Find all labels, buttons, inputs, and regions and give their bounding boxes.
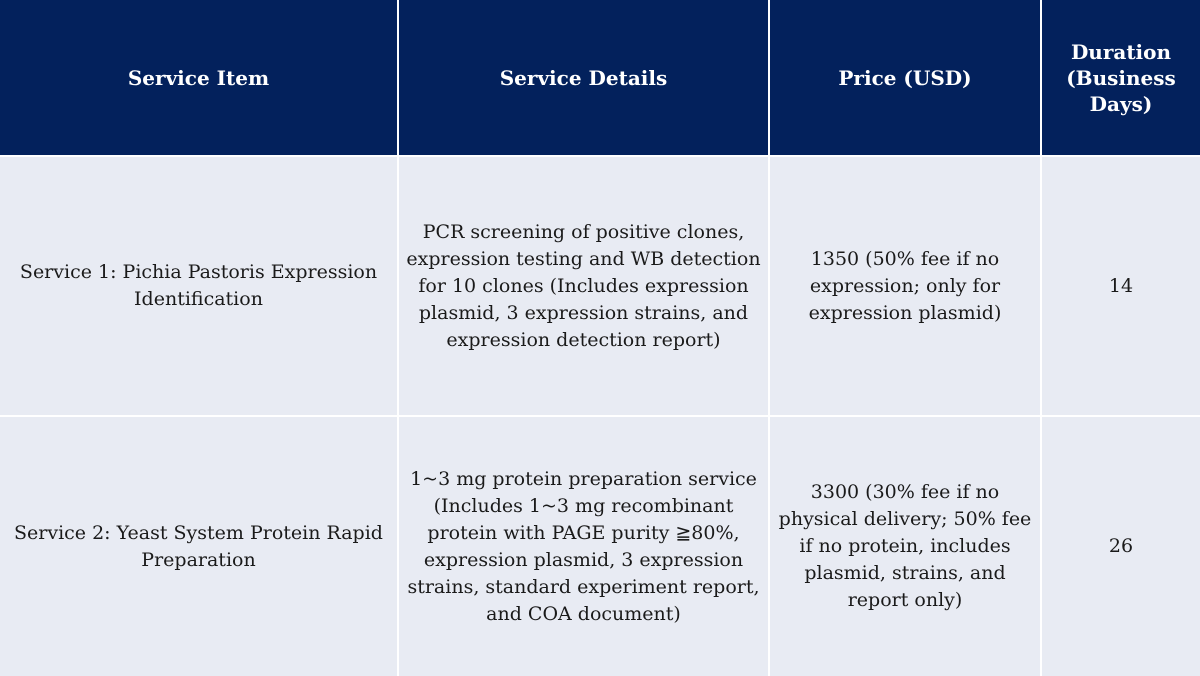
- cell-price: 3300 (30% fee if no physical delivery; 50% fee if no protein, includes plasmid, strains, and report only): [769, 416, 1041, 676]
- cell-duration: 14: [1041, 156, 1200, 416]
- header-service-details: Service Details: [398, 0, 769, 156]
- header-duration: Duration (Business Days): [1041, 0, 1200, 156]
- header-row: [0, 0, 1200, 156]
- table-row: [0, 156, 1200, 416]
- cell-service-item: Service 1: Pichia Pastoris Expression Identification: [0, 156, 398, 416]
- cell-service-item: Service 2: Yeast System Protein Rapid Preparation: [0, 416, 398, 676]
- table-row: [0, 416, 1200, 676]
- cell-service-details: PCR screening of positive clones, expression testing and WB detection for 10 clones (Includes expression plasmid, 3 expression strains, and expression detection report): [398, 156, 769, 416]
- cell-duration: 26: [1041, 416, 1200, 676]
- header-price: Price (USD): [769, 0, 1041, 156]
- cell-service-details: 1~3 mg protein preparation service (Includes 1~3 mg recombinant protein with PAGE purity ≧80%, expression plasmid, 3 expression strains, standard experiment report, and COA document): [398, 416, 769, 676]
- cell-price: 1350 (50% fee if no expression; only for expression plasmid): [769, 156, 1041, 416]
- header-service-item: Service Item: [0, 0, 398, 156]
